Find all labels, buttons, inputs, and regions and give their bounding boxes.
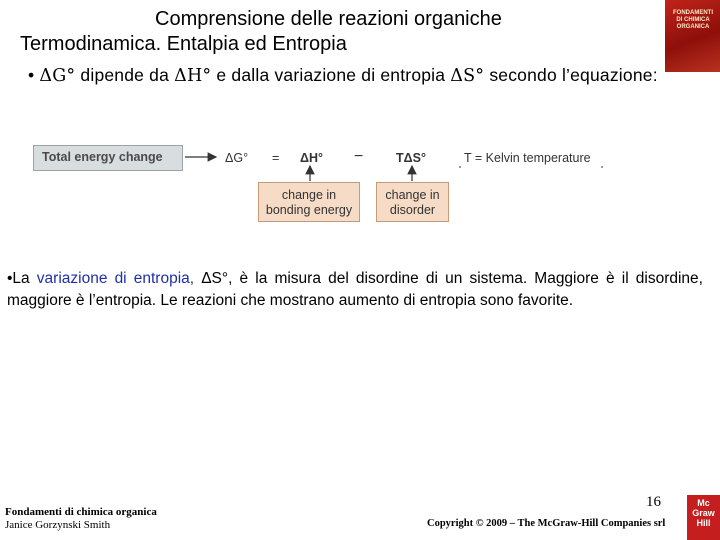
book-cover-text: FONDAMENTI DI CHIMICA ORGANICA [673,10,713,30]
entropy-box-line1: change in [385,188,440,202]
entropy-box-line2: disorder [389,203,436,217]
slide-title-line1: Comprensione delle reazioni organiche [155,8,502,30]
bullet-text-part1: dipende da [75,65,175,85]
body-highlight: variazione di entropia, [29,270,195,287]
footer-book-info [5,506,157,532]
body-rest: ΔS°, è la misura del disordine di un sistema. Maggiore è il disordine, maggiore è l’entropia. Le reazioni che mostrano aumento di entropia sono favorite. [7,270,703,309]
enthalpy-change-box [258,182,360,222]
bullet-gibbs-equation [28,64,693,88]
logo-line1: Mc [697,498,710,508]
book-cover-image [665,0,720,72]
delta-s-symbol: ΔS° [450,66,485,86]
logo-line3: Hill [696,518,711,528]
footer-book-title: Fondamenti di chimica organica [5,506,157,518]
diagram-equals: = [272,151,280,165]
delta-g-symbol: ΔG° [39,66,76,86]
bullet-text-part3: secondo l’equazione: [484,65,658,85]
body-marker: •La [7,270,30,287]
page-number: 16 [646,494,661,510]
diagram-t-delta-s: TΔS° [396,151,426,165]
diagram-delta-h: ΔH° [300,151,324,165]
total-energy-change-box [33,145,183,171]
bullet-marker: • [28,65,35,85]
enthalpy-box-line2: bonding energy [265,203,353,217]
diagram-kelvin-note: T = Kelvin temperature [464,151,591,165]
footer-author: Janice Gorzynski Smith [5,519,111,531]
footer-copyright: Copyright © 2009 – The McGraw-Hill Companies srl [427,518,666,529]
slide-title-line2: Termodinamica. Entalpia ed Entropia [20,33,347,55]
diagram-delta-g: ΔG° [225,151,249,165]
total-energy-change-label: Total energy change [42,150,163,164]
logo-line2: Graw [692,508,715,518]
entropy-definition-paragraph [7,268,703,312]
enthalpy-box-line1: change in [281,188,337,202]
delta-h-symbol: ΔH° [174,66,212,86]
mcgraw-hill-logo [687,495,720,540]
diagram-minus: − [354,148,364,165]
entropy-change-box [376,182,449,222]
bullet-text-part2: e dalla variazione di entropia [211,65,451,85]
